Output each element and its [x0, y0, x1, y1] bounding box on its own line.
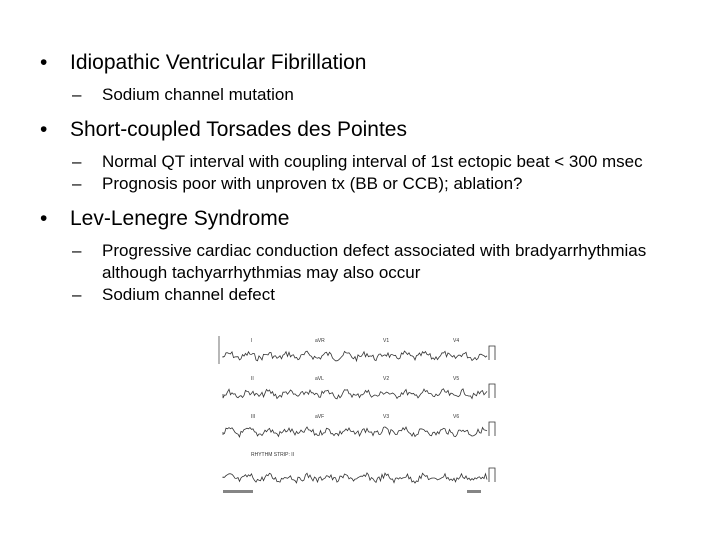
- sub-bullet: [40, 151, 680, 173]
- ecg-lead-label: V6: [453, 414, 460, 420]
- bullet-marker: •: [40, 51, 48, 74]
- sub-bullet-text: Normal QT interval with coupling interval of 1st ectopic beat < 300 msec: [102, 152, 643, 171]
- ecg-lead-label: V4: [453, 338, 460, 344]
- ecg-lead-label: aVF: [315, 414, 325, 420]
- ecg-footer-mark: [223, 490, 253, 493]
- sub-bullet: [40, 240, 680, 284]
- bullet-marker: •: [40, 207, 48, 230]
- ecg-trace: [223, 473, 487, 483]
- ecg-tracing: [215, 334, 498, 500]
- ecg-rhythm-label: RHYTHM STRIP: II: [251, 452, 295, 458]
- sub-bullet-text: Sodium channel mutation: [102, 85, 294, 104]
- sub-bullet-text: Prognosis poor with unproven tx (BB or CCB); ablation?: [102, 174, 523, 193]
- sub-bullet: [40, 173, 680, 195]
- bullet-title: Lev-Lenegre Syndrome: [70, 207, 290, 230]
- ecg-lead-label: V5: [453, 376, 460, 382]
- sub-bullet-text: Progressive cardiac conduction defect associated with bradyarrhythmias although tachyarrhythmias may also occur: [102, 241, 647, 282]
- sub-bullet: [40, 284, 680, 306]
- dash-marker: –: [72, 85, 82, 104]
- ecg-lead-label: V3: [383, 414, 390, 420]
- ecg-footer-mark: [467, 490, 481, 493]
- sub-bullet: [40, 84, 680, 106]
- ecg-lead-label: V2: [383, 376, 390, 382]
- sub-bullet-text: Sodium channel defect: [102, 285, 275, 304]
- dash-marker: –: [72, 152, 82, 171]
- ecg-calibration-pulse: [489, 346, 495, 360]
- bullet-lev-lenegre: [40, 206, 680, 232]
- ecg-calibration-pulse: [489, 384, 495, 398]
- ecg-lead-label: aVR: [315, 338, 325, 344]
- ecg-lead-label: III: [251, 414, 256, 420]
- ecg-lead-label: I: [251, 338, 253, 344]
- ecg-trace: [223, 427, 487, 437]
- bullet-title: Idiopathic Ventricular Fibrillation: [70, 51, 367, 74]
- ecg-lead-label: aVL: [315, 376, 324, 382]
- ecg-tracing-image: [215, 334, 498, 500]
- bullet-title: Short-coupled Torsades des Pointes: [70, 118, 407, 141]
- bullet-marker: •: [40, 118, 48, 141]
- ecg-calibration-pulse: [489, 468, 495, 482]
- dash-marker: –: [72, 174, 82, 193]
- ecg-calibration-pulse: [489, 422, 495, 436]
- bullet-idiopathic-vf: [40, 50, 680, 76]
- bullet-short-coupled-tdp: [40, 117, 680, 143]
- dash-marker: –: [72, 241, 82, 260]
- dash-marker: –: [72, 285, 82, 304]
- ecg-lead-label: V1: [383, 338, 390, 344]
- ecg-trace: [223, 389, 487, 399]
- ecg-lead-label: II: [251, 376, 254, 382]
- ecg-trace: [223, 351, 487, 361]
- bullet-list: [40, 50, 680, 306]
